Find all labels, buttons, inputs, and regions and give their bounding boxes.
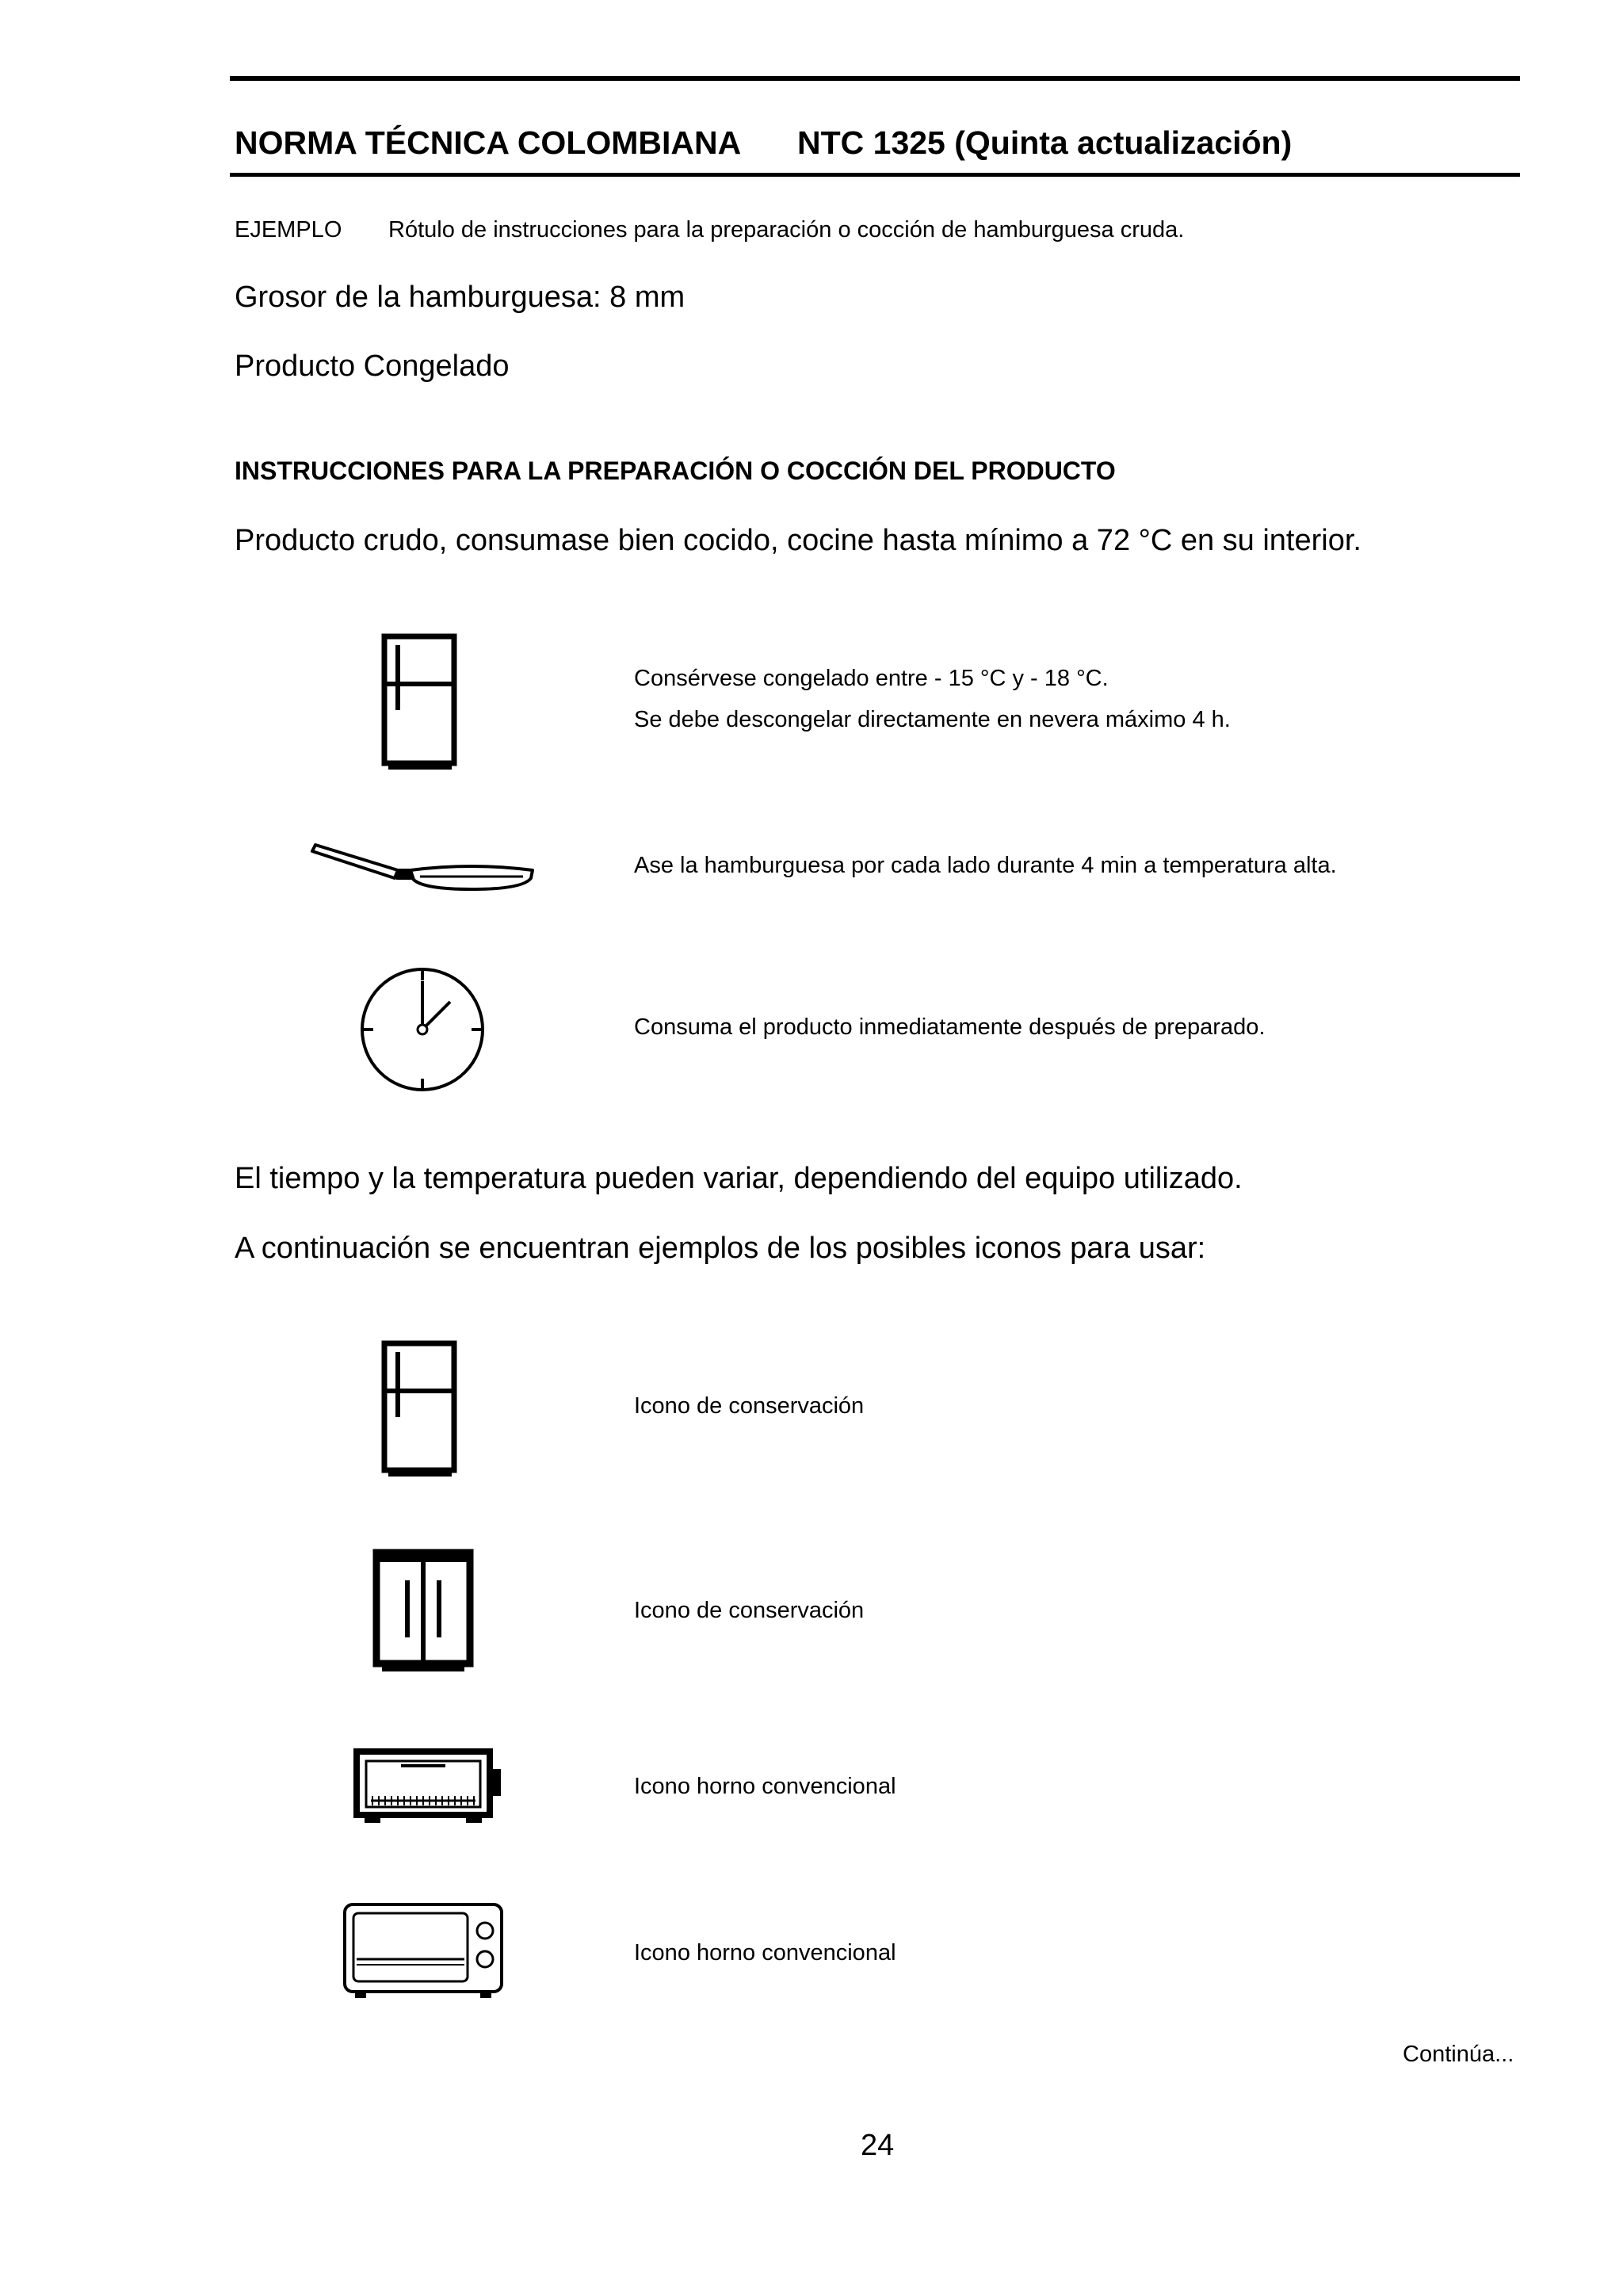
note-examples: A continuación se encuentran ejemplos de los posibles iconos para usar: <box>235 1232 1206 1265</box>
frying-pan-icon <box>309 840 539 896</box>
instruction-2-text: Ase la hamburguesa por cada lado durante 4 min a temperatura alta. <box>634 853 1337 878</box>
icon-example-4-label: Icono horno convencional <box>634 1940 896 1966</box>
double-door-fridge-icon <box>372 1549 475 1675</box>
section-title: INSTRUCCIONES PARA LA PREPARACIÓN O COCCIÓN DEL PRODUCTO <box>235 457 1116 485</box>
icon-example-2-label: Icono de conservación <box>634 1598 865 1623</box>
refrigerator-icon <box>380 634 460 770</box>
toaster-oven-icon <box>342 1902 506 2002</box>
example-text: Rótulo de instrucciones para la preparación o cocción de hamburguesa cruda. <box>388 217 1185 243</box>
product-state-text: Producto Congelado <box>235 350 510 383</box>
instruction-1-line-2: Se debe descongelar directamente en nevera máximo 4 h. <box>634 707 1231 732</box>
header-standard-name: NORMA TÉCNICA COLOMBIANA <box>235 124 742 161</box>
instruction-1-line-1: Consérvese congelado entre - 15 °C y - 18 °C. <box>634 666 1109 691</box>
thickness-text: Grosor de la hamburguesa: 8 mm <box>235 281 685 314</box>
note-variation: El tiempo y la temperatura pueden variar, dependiendo del equipo utilizado. <box>235 1162 1243 1195</box>
example-label: EJEMPLO <box>235 217 342 243</box>
refrigerator-icon <box>380 1341 460 1477</box>
icon-example-1-label: Icono de conservación <box>634 1393 865 1419</box>
conventional-oven-icon <box>353 1748 502 1824</box>
instruction-3-text: Consuma el producto inmediatamente después de preparado. <box>634 1014 1266 1040</box>
clock-icon <box>358 965 487 1094</box>
header-standard-code: NTC 1325 (Quinta actualización) <box>797 124 1293 161</box>
page-number: 24 <box>861 2129 895 2162</box>
continues-text: Continúa... <box>1403 2042 1514 2067</box>
icon-example-3-label: Icono horno convencional <box>634 1774 896 1799</box>
header-top-rule <box>230 76 1520 81</box>
header-bottom-rule <box>230 173 1520 177</box>
intro-text: Producto crudo, consumase bien cocido, cocine hasta mínimo a 72 °C en su interior. <box>235 524 1361 557</box>
